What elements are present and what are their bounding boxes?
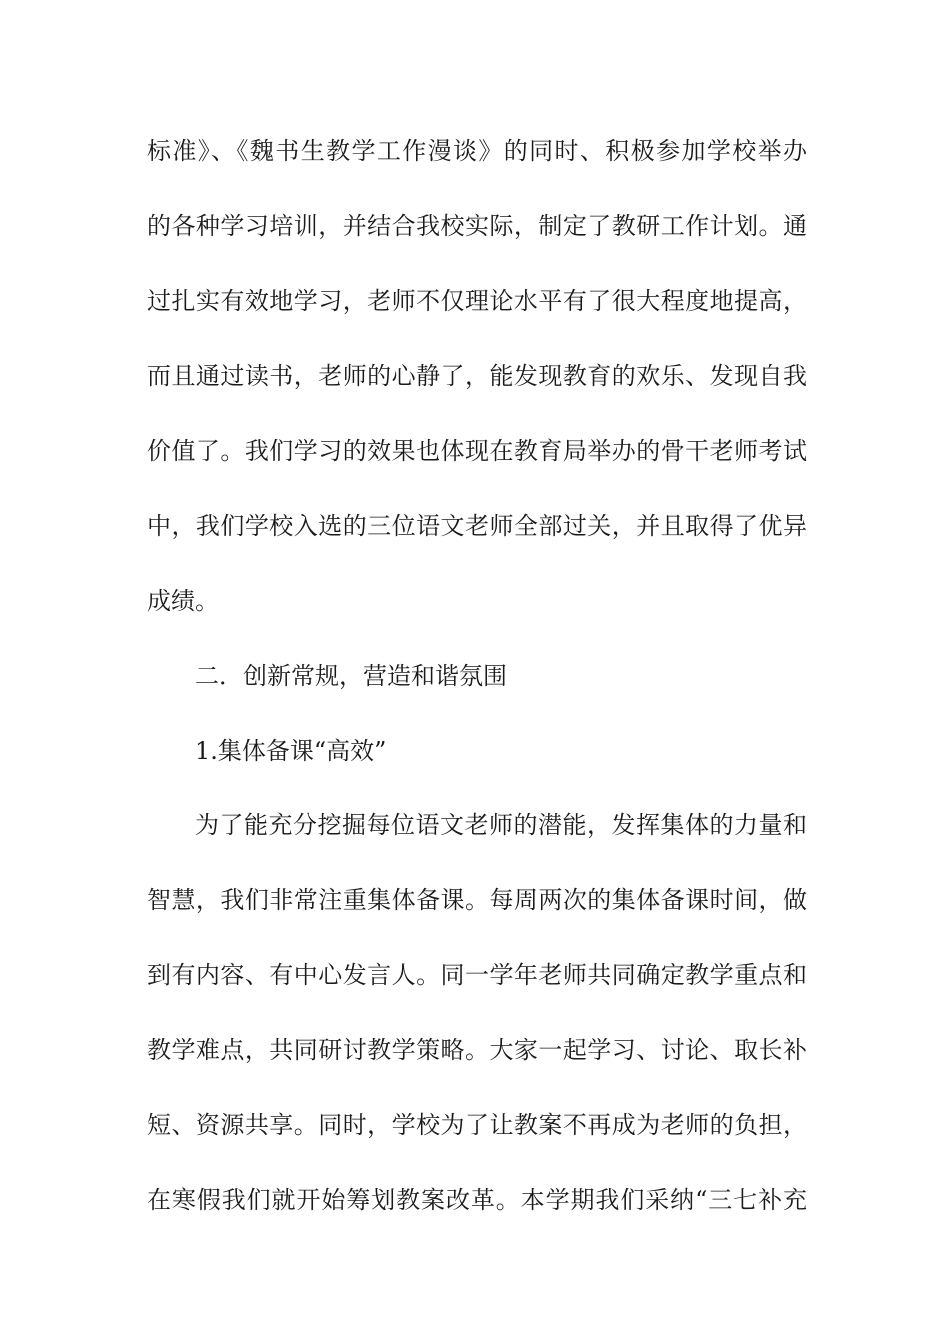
paragraph-2-line: 在寒假我们就开始筹划教案改革。本学期我们采纳“三七补充 <box>147 1186 807 1214</box>
paragraph-2-line: 智慧，我们非常注重集体备课。每周两次的集体备课时间，做 <box>147 886 807 914</box>
subsection-heading: 1.集体备课“高效” <box>195 737 387 765</box>
paragraph-2-line: 短、资源共享。同时，学校为了让教案不再成为老师的负担， <box>147 1111 807 1139</box>
paragraph-1-line: 过扎实有效地学习，老师不仅理论水平有了很大程度地提高， <box>147 287 807 315</box>
paragraph-1-line: 价值了。我们学习的效果也体现在教育局举办的骨干老师考试 <box>147 437 807 465</box>
paragraph-2-line: 到有内容、有中心发言人。同一学年老师共同确定教学重点和 <box>147 961 807 989</box>
paragraph-1-line: 标准》、《魏书生教学工作漫谈》的同时、积极参加学校举办 <box>147 137 807 165</box>
paragraph-1-line: 的各种学习培训，并结合我校实际，制定了教研工作计划。通 <box>147 212 807 240</box>
paragraph-1-line: 中，我们学校入选的三位语文老师全部过关，并且取得了优异 <box>147 512 807 540</box>
paragraph-2-line: 为了能充分挖掘每位语文老师的潜能，发挥集体的力量和 <box>195 811 807 839</box>
paragraph-1-line: 成绩。 <box>147 587 219 615</box>
paragraph-2-line: 教学难点，共同研讨教学策略。大家一起学习、讨论、取长补 <box>147 1036 807 1064</box>
section-heading: 二．创新常规，营造和谐氛围 <box>195 662 507 690</box>
paragraph-1-line: 而且通过读书，老师的心静了，能发现教育的欢乐、发现自我 <box>147 362 807 390</box>
